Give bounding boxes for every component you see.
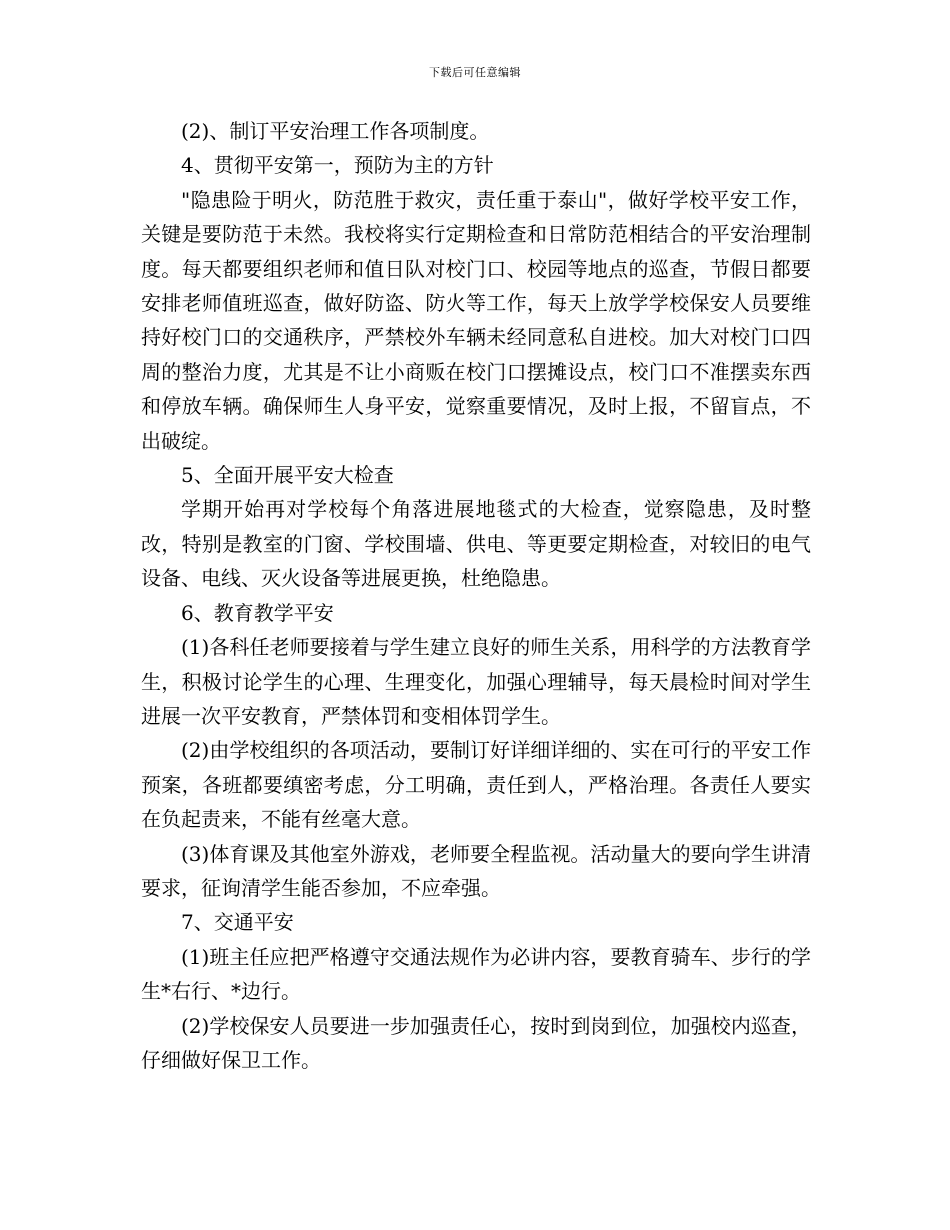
paragraph-teaching-safety-2: (2)由学校组织的各项活动，要制订好详细详细的、实在可行的平安工作预案，各班都要缜密考虑，分工明确，责任到人，严格治理。各责任人要实在负起责来，不能有丝毫大意。 — [141, 738, 811, 832]
section-heading-4: 4、贯彻平安第一，预防为主的方针 — [181, 153, 494, 178]
page-header: 下载后可任意编辑 — [429, 66, 521, 79]
paragraph-teaching-safety-1: (1)各科任老师要接着与学生建立良好的师生关系，用科学的方法教育学生，积极讨论学生的心理、生理变化，加强心理辅导，每天晨检时间对学生进展一次平安教育，严禁体罚和变相体罚学生。 — [141, 635, 811, 728]
paragraph-safety-prevention: "隐患险于明火，防范胜于救灾，责任重于泰山"，做好学校平安工作，关键是要防范于未然。我校将实行定期检查和日常防范相结合的平安治理制度。每天都要组织老师和值日队对校门口、校园等地点的巡查，节假日都要安排老师值班巡查，做好防盗、防火等工作，每天上放学学校保安人员要维持好校门口的交通秩序，严禁校外车辆未经同意私自进校。加大对校门口四周的整治力度，尤其是不让小商贩在校门口摆摊设点，校门口不准摆卖东西和停放车辆。确保师生人身平安，觉察重要情况，及时上报，不留盲点，不出破绽。 — [141, 187, 811, 453]
document-body — [141, 114, 811, 1077]
section-heading-5: 5、全面开展平安大检查 — [181, 463, 394, 488]
section-heading-6: 6、教育教学平安 — [181, 600, 334, 625]
paragraph-safety-inspection: 学期开始再对学校每个角落进展地毯式的大检查，觉察隐患，及时整改，特别是教室的门窗、学校围墙、供电、等更要定期检查，对较旧的电气设备、电线、灭火设备等进展更换，杜绝隐患。 — [141, 497, 811, 591]
paragraph-teaching-safety-3: (3)体育课及其他室外游戏，老师要全程监视。活动量大的要向学生讲清要求，征询清学生能否参加，不应牵强。 — [141, 841, 811, 900]
section-heading-7: 7、交通平安 — [181, 910, 294, 935]
paragraph-item-2-rules: (2)、制订平安治理工作各项制度。 — [181, 119, 490, 143]
paragraph-traffic-safety-2: (2)学校保安人员要进一步加强责任心，按时到岗到位，加强校内巡查，仔细做好保卫工作。 — [141, 1013, 811, 1072]
paragraph-traffic-safety-1: (1)班主任应把严格遵守交通法规作为必讲内容，要教育骑车、步行的学生*右行、*边行。 — [141, 944, 811, 1004]
